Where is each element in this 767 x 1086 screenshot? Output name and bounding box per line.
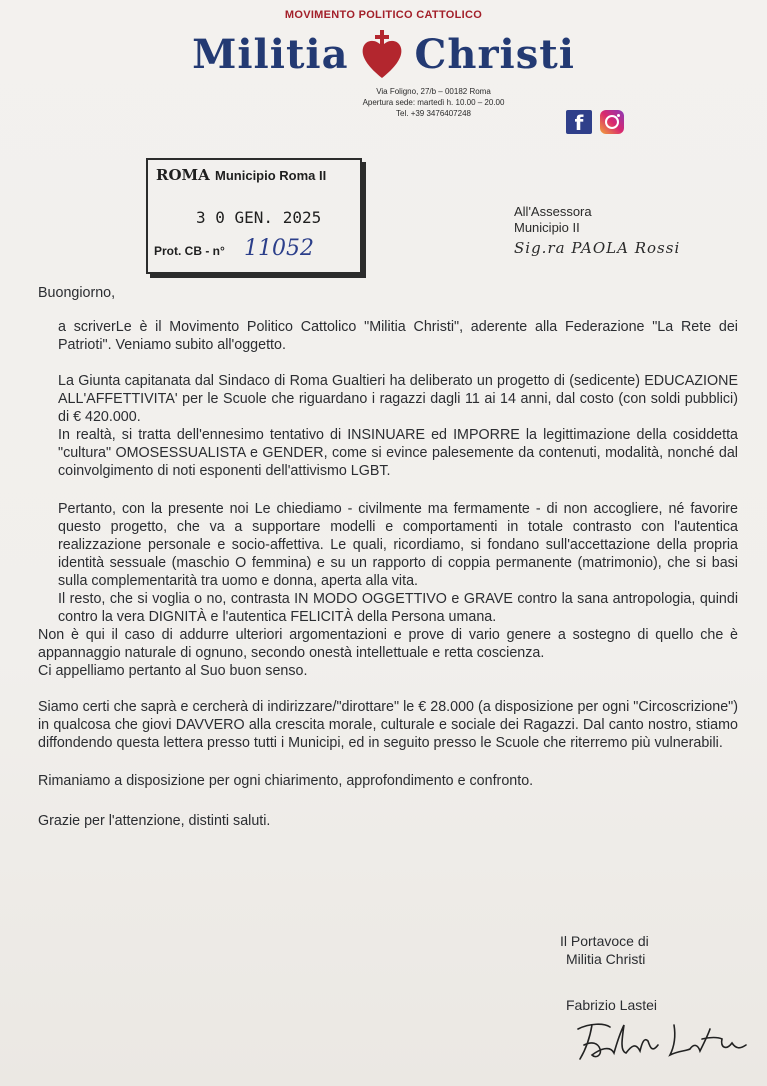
paragraph-availability: Rimaniamo a disposizione per ogni chiarimento, approfondimento e confronto. — [38, 773, 534, 789]
instagram-icon[interactable] — [600, 110, 624, 134]
paragraph-appeal: Ci appelliamo pertanto al Suo buon senso. — [38, 663, 308, 679]
address-line: Via Foligno, 27/b – 00182 Roma — [376, 87, 491, 96]
protocol-stamp — [146, 158, 362, 274]
letter-body — [38, 284, 738, 830]
address-block — [0, 86, 767, 119]
paragraph-closing: Grazie per l'attenzione, distinti saluti. — [38, 813, 271, 829]
organization-heading: MOVIMENTO POLITICO CATTOLICO — [284, 9, 483, 21]
greeting: Buongiorno, — [38, 285, 116, 301]
recipient-handwritten-name: Sig.ra PAOLA Rossi — [514, 239, 681, 257]
role-line-1: Il Portavoce di — [560, 933, 649, 949]
handwritten-signature — [570, 1015, 750, 1065]
role-line-2: Militia Christi — [566, 951, 646, 967]
paragraph-reality: In realtà, si tratta dell'ennesimo tentativo di INSINUARE ed IMPORRE la legittimazione della cosiddetta "cultura" OMOSESSUALISTA e GENDER, come si evince palesemente da contenuti, modalità, nonché dal coinvolgimento di noti esponenti dell'attivismo LGBT. — [58, 427, 738, 479]
logo-word-right: Christi — [414, 30, 575, 78]
phone-number: Tel. +39 3476407248 — [396, 109, 471, 118]
paragraph-intro: a scriverLe è il Movimento Politico Cattolico "Militia Christi", aderente alla Federazione "La Rete dei Patrioti". Veniamo subito all'oggetto. — [58, 319, 738, 353]
paragraph-request: Pertanto, con la presente noi Le chiediamo - civilmente ma fermamente - di non accogliere, né favorire questo progetto, che va a supportare modelli e comportamenti in totale contrasto con l'autentica realizzazione personale e socio-affettiva. Le quali, ricordiamo, si fondano sull'accettazione della propria identità sessuale (maschio O femmina) e su un rapporto di coppia permanente (matrimonio), che si basi sulla complementarità tra uomo e donna, aperta alla vita. — [58, 501, 738, 589]
paragraph-rest: Il resto, che si voglia o no, contrasta IN MODO OGGETTIVO e GRAVE contro la sana antropologia, quindi contro la vera DIGNITÀ e l'autentica FELICITÀ della Persona umana. — [58, 591, 738, 625]
paragraph-argument: Non è qui il caso di addurre ulteriori argomentazioni e prove di vario genere a sostegno di quello che è appannaggio naturale di ognuno, secondo onestà intellettuale e retta coscienza. — [38, 627, 738, 661]
recipient-title: All'Assessora — [514, 204, 592, 219]
facebook-icon[interactable]: f — [566, 110, 592, 134]
logo-word-left: Militia — [192, 30, 349, 78]
paragraph-funds: Siamo certi che saprà e cercherà di indirizzare/"dirottare" le € 28.000 (a disposizione per ogni "Circoscrizione") in qualcosa che giovi DAVVERO alla crescita morale, culturale e sociale dei Ragazzi. Dal canto nostro, stiamo diffondendo questa lettera presso tutti i Municipi, ed in seguito presso le Scuole che riterremo più vulnerabili. — [38, 699, 738, 751]
stamp-office: Municipio Roma II — [215, 168, 327, 183]
recipient-block — [514, 204, 680, 256]
stamp-prot-label: Prot. CB - n° — [154, 244, 225, 258]
signatory-role — [560, 932, 649, 968]
brand-logo — [0, 28, 767, 80]
stamp-prot-number: 11052 — [244, 236, 314, 261]
social-links — [566, 110, 624, 134]
signatory-name: Fabrizio Lastei — [566, 997, 658, 1013]
stamp-date: 3 0 GEN. 2025 — [196, 208, 322, 227]
opening-hours: Apertura sede: martedì h. 10.00 – 20.00 — [362, 98, 505, 107]
sacred-heart-icon — [359, 28, 405, 80]
recipient-municipio: Municipio II — [514, 220, 580, 235]
stamp-city: ROMA — [156, 166, 210, 184]
paragraph-project: La Giunta capitanata dal Sindaco di Roma Gualtieri ha deliberato un progetto di (sedicente) EDUCAZIONE ALL'AFFETTIVITA' per le Scuole che riguardano i ragazzi dagli 11 ai 14 anni, dal costo (con soldi pubblici) di € 420.000. — [58, 373, 738, 425]
